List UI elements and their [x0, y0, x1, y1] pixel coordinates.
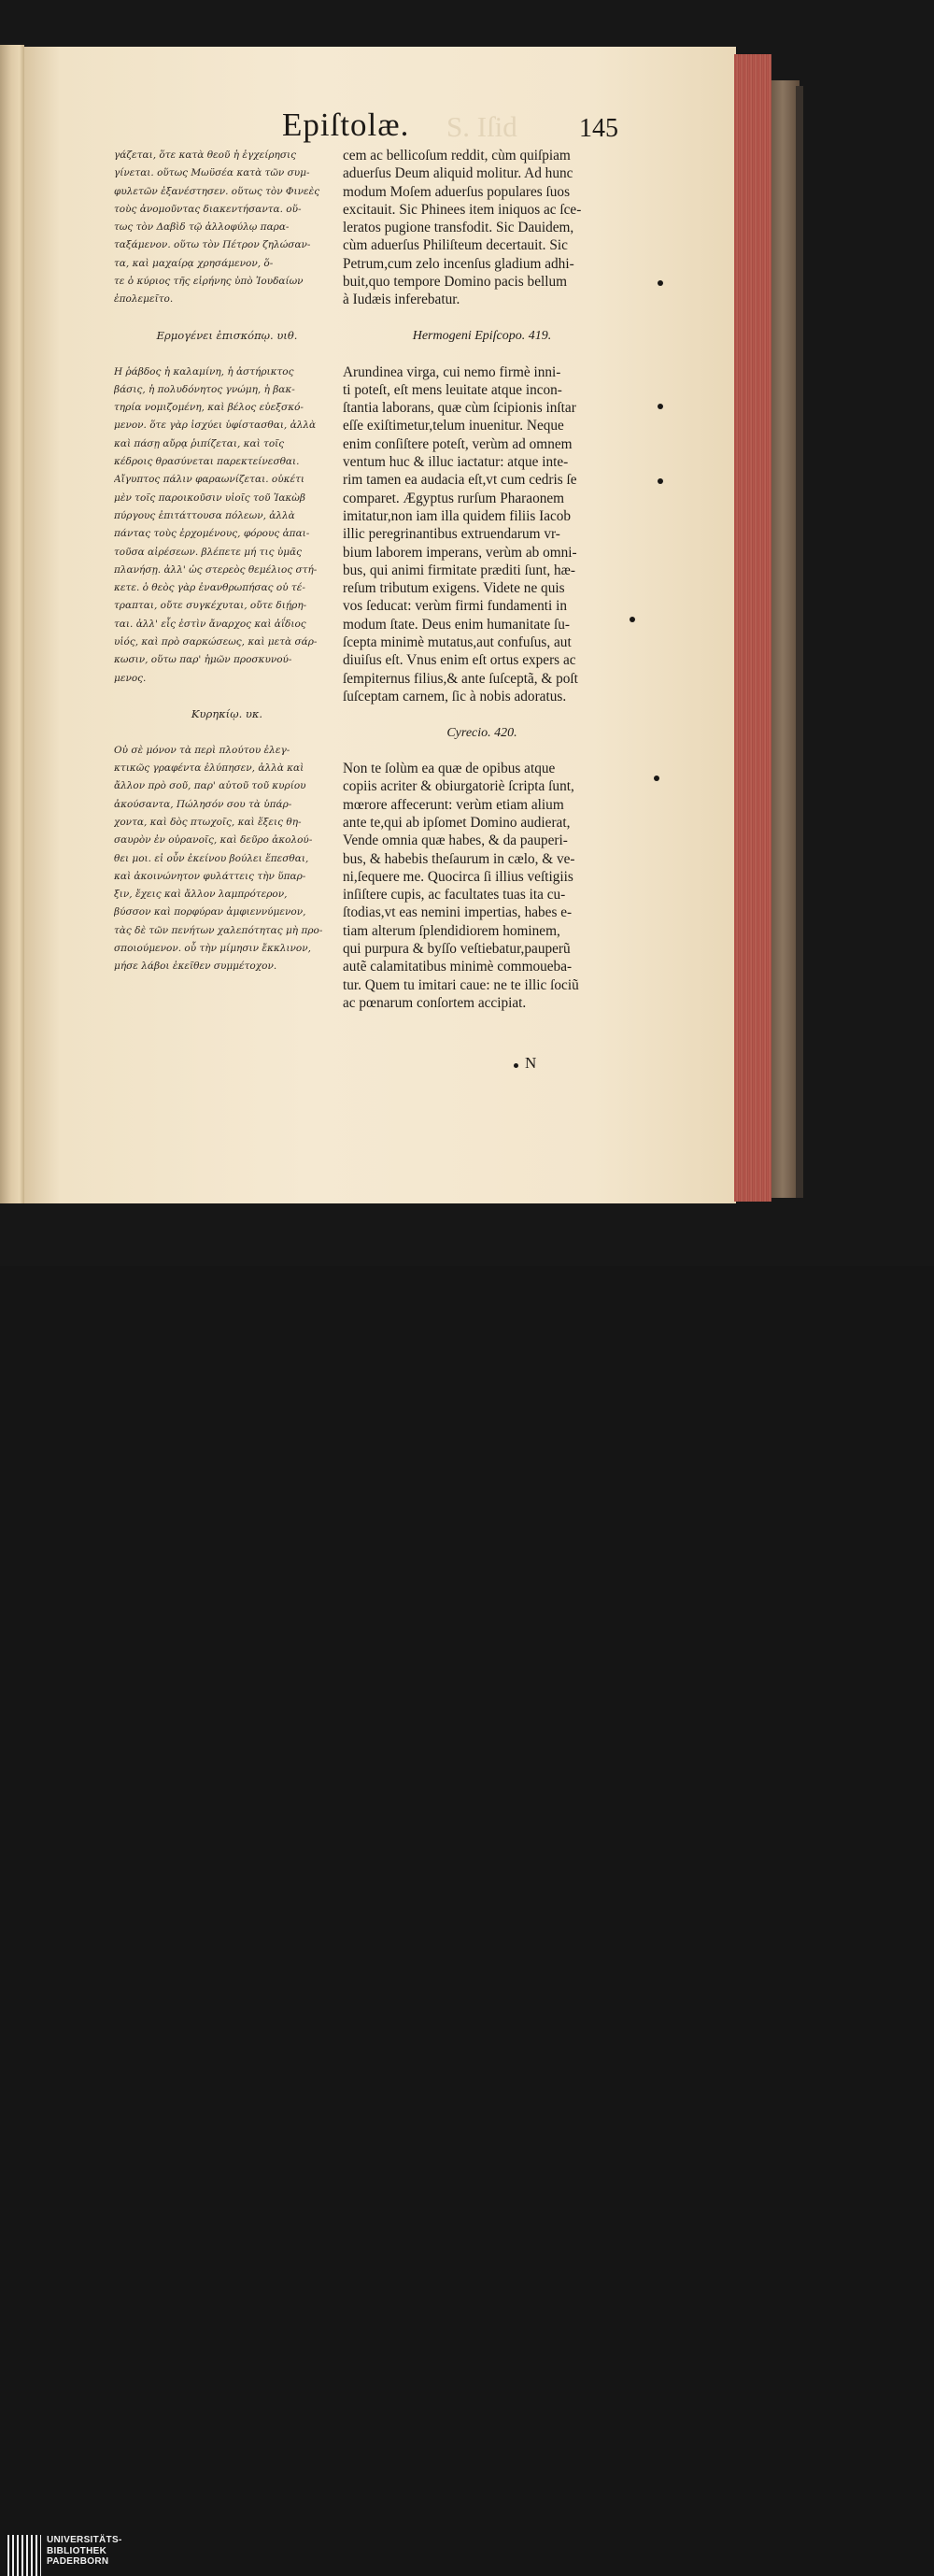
greek-text-line: ται. ἀλλ' εἷς ἐστὶν ἄναρχος καὶ ἀΐδιος	[114, 618, 306, 630]
greek-text-line: ἐπολεμεῖτο.	[114, 293, 174, 306]
greek-text-line: τοὺς ἀνομοῦντας διακεντήσαντα. οὕ-	[114, 203, 302, 215]
latin-block-2	[343, 363, 621, 706]
spacer	[114, 309, 340, 327]
library-logo-text	[47, 2535, 122, 2568]
greek-text-line: τὰς δὲ τῶν πενήτων χαλεπότητας μὴ προ-	[114, 924, 323, 936]
library-logo-icon	[7, 2535, 41, 2576]
wormhole-mark	[630, 617, 635, 622]
latin-text-line: à Iudæis inferebatur.	[343, 292, 460, 308]
latin-text-line: mœrore affecerunt: verùm etiam alium	[343, 796, 564, 813]
latin-text-line: ni,ſequere me. Quocirca ſi illius veſtigiis	[343, 868, 573, 885]
latin-text-line: ti poteſt, eſt mens leuitate atque incon-	[343, 381, 562, 398]
spacer	[114, 724, 340, 742]
greek-text-line: τα, καὶ μαχαίρᾳ χρησάμενον, ὅ-	[114, 257, 274, 269]
latin-text-line: ſtantia laborans, quæ cùm ſcipionis inſtar	[343, 400, 576, 417]
wormhole-mark	[658, 280, 663, 286]
wormhole-mark	[654, 776, 659, 781]
latin-text-line: tur. Quem tu imitari caue: ne te illic ſociũ	[343, 976, 579, 993]
greek-text-line: τως τὸν Δαβὶδ τῷ ἀλλοφύλῳ παρα-	[114, 221, 290, 234]
latin-text-line: rim tamen ea audacia eſt,vt cum cedris ſe	[343, 472, 577, 489]
latin-text-line: cùm aduerſus Philiſteum decertauit. Sic	[343, 237, 568, 254]
latin-text-line: eſſe exiſtimetur,telum inuenitur. Neque	[343, 418, 564, 434]
greek-text-line: ταξάμενον. οὕτω τὸν Πέτρον ζηλώσαν-	[114, 239, 311, 251]
latin-text-line: modum Moſem aduerſus populares ſuos	[343, 183, 571, 200]
greek-text-line: πλανήσῃ. ἀλλ' ὡς στερεὸς θεμέλιος στή-	[114, 563, 318, 576]
latin-text-line: ſuſceptam carnem, ſic à nobis adoratus.	[343, 688, 567, 704]
greek-block-3	[114, 742, 340, 976]
greek-text-line: γίνεται. οὕτως Μωϋσέα κατὰ τῶν συμ-	[114, 167, 310, 179]
latin-text-line: ante te,qui ab ipſomet Domino audierat,	[343, 814, 571, 831]
greek-text-line: πύργους ἐπιτάττουσα πόλεων, ἀλλὰ	[114, 509, 295, 521]
latin-text-line: inſiſtere cupis, ac facultates tuas ita cu-	[343, 887, 566, 904]
greek-block-1	[114, 147, 340, 309]
latin-block-1	[343, 147, 621, 309]
greek-text-line: γάζεται, ὅτε κατὰ θεοῦ ἡ ἐγχείρησις	[114, 149, 296, 161]
latin-column	[343, 147, 621, 1012]
page-number: 145	[579, 114, 618, 143]
greek-text-line: πάντας τοὺς ἐρχομένους, φόρους ἀπαι-	[114, 528, 310, 540]
latin-text-line: Petrum,cum zelo incenſus gladium adhi-	[343, 255, 574, 272]
greek-column	[114, 147, 340, 976]
latin-text-line: excitauit. Sic Phinees item iniquos ac ſce-	[343, 201, 582, 218]
latin-text-line: cem ac bellicoſum reddit, cùm quiſpiam	[343, 148, 571, 164]
latin-text-line: diuiſus eſt. Vnus enim eſt ortus expers ac	[343, 652, 576, 669]
greek-text-line: καὶ ἀκοινώνητον φυλάττεις τὴν ὕπαρ-	[114, 870, 306, 882]
cover-board	[796, 86, 803, 1198]
latin-text-line: tiam alterum ſplendidiorem hominem,	[343, 922, 560, 939]
latin-text-line: reſum tributum exigens. Videte ne quis	[343, 580, 565, 597]
greek-text-line: Αἴγυπτος πάλιν φαραωνίζεται. οὐκέτι	[114, 474, 305, 486]
spacer	[343, 742, 621, 760]
greek-text-line: μενον. ὅτε γὰρ ἰσχύει ὑφίστασθαι, ἀλλὰ	[114, 420, 317, 432]
latin-text-line: copiis acriter & obiurgatoriè ſcripta ſunt,	[343, 778, 574, 795]
greek-text-line: μενος.	[114, 672, 147, 684]
latin-text-line: aduerſus Deum aliquid molitur. Ad hunc	[343, 165, 573, 182]
latin-text-line: qui purpura & byſſo veſtiebatur,pauperũ	[343, 941, 571, 958]
spacer	[343, 309, 621, 327]
running-head	[24, 107, 736, 144]
latin-text-line: imitatur,non iam illa quidem filiis Iacob	[343, 507, 572, 524]
latin-heading-cyrecio: Cyrecio. 420.	[446, 725, 517, 740]
latin-text-line: ſcepta minimè mutatus,aut confuſus, aut	[343, 634, 572, 651]
page-title: Epiſtolæ.	[282, 107, 410, 143]
greek-block-2	[114, 363, 340, 688]
latin-text-line: leratos pugione transfodit. Sic Dauidem,	[343, 220, 574, 236]
left-page-edge	[0, 45, 24, 1203]
greek-heading-hermogenes: Ερμογένει ἐπισκόπῳ. υιθ.	[156, 328, 298, 342]
page-viewer	[0, 0, 934, 1266]
footer-bar	[0, 1266, 934, 2567]
printer-dot	[514, 1063, 518, 1068]
latin-text-line: bus, qui animi firmitate præditi ſunt, hæ-	[343, 562, 575, 578]
latin-heading-hermogeni: Hermogeni Epiſcopo. 419.	[412, 328, 552, 343]
greek-text-line: σποιούμενον. οὗ τὴν μίμησιν ἔκκλινον,	[114, 943, 311, 955]
greek-text-line: ἀκούσαντα, Πώλησόν σου τὰ ὑπάρ-	[114, 798, 292, 810]
logo-line: PADERBORN	[47, 2556, 109, 2567]
greek-text-line: καὶ πάσῃ αὔρᾳ ῥιπίζεται, καὶ τοῖς	[114, 437, 285, 449]
latin-text-line: ſtodias,vt eas nemini impertias, habes e-	[343, 904, 573, 921]
latin-text-line: illic peregrinantibus extruendarum vr-	[343, 526, 560, 543]
logo-line: BIBLIOTHEK	[47, 2545, 107, 2556]
latin-text-line: Arundinea virga, cui nemo firmè inni-	[343, 363, 561, 380]
latin-text-line: ventum huc & illuc iactatur: atque inte-	[343, 454, 569, 471]
greek-text-line: κετε. ὁ θεὸς γὰρ ἐνανθρωπήσας οὐ τέ-	[114, 582, 305, 594]
greek-text-line: θει μοι. εἰ οὖν ἐκείνου βούλει ἕπεσθαι,	[114, 852, 309, 864]
latin-text-line: bus, & habebis theſaurum in cælo, & ve-	[343, 850, 575, 867]
greek-text-line: μήσε λάβοι ἐκεῖθεν συμμέτοχον.	[114, 961, 277, 973]
spacer	[343, 345, 621, 363]
latin-text-line: autẽ calamitatibus minimè commoueba-	[343, 959, 573, 975]
wormhole-mark	[658, 404, 663, 409]
spacer	[114, 345, 340, 363]
latin-text-line: vos ſeducat: verùm firmi fundamenti in	[343, 598, 568, 615]
greek-text-line: τοῦσα αἱρέσεων. βλέπετε μή τις ὑμᾶς	[114, 546, 302, 558]
latin-text-line: ac pœnarum conſortem accipiat.	[343, 994, 527, 1011]
latin-text-line: enim conſiſtere poteſt, verùm ad omnem	[343, 435, 573, 452]
greek-text-line: τραπται, οὔτε συγκέχυται, οὔτε διῄρη-	[114, 600, 307, 612]
spacer	[343, 705, 621, 723]
greek-text-line: βύσσον καὶ πορφύραν ἀμφιεννύμενον,	[114, 906, 306, 918]
latin-text-line: Vende omnia quæ habes, & da pauperi-	[343, 833, 568, 849]
latin-text-line: comparet. Ægyptus rurſum Pharaonem	[343, 490, 565, 506]
greek-text-line: τε ὁ κύριος τῆς εἰρήνης ὑπὸ Ἰουδαίων	[114, 276, 304, 288]
greek-text-line: κτικῶς γραφέντα ἐλύπησεν, ἀλλὰ καὶ	[114, 762, 304, 775]
greek-text-line: μὲν τοῖς παροικοῦσιν υἱοῖς τοῦ Ἰακὼβ	[114, 491, 305, 504]
greek-text-line: κέδροις θρασύνεται παρεκτείνεσθαι.	[114, 456, 300, 468]
greek-text-line: χοντα, καὶ δὸς πτωχοῖς, καὶ ἕξεις θη-	[114, 816, 302, 828]
latin-text-line: buit,quo tempore Domino pacis bellum	[343, 274, 568, 291]
greek-text-line: σαυρὸν ἐν οὐρανοῖς, καὶ δεῦρο ἀκολού-	[114, 834, 313, 847]
logo-line: UNIVERSITÄTS-	[47, 2535, 122, 2545]
greek-text-line: Η ῥάβδος ἡ καλαμίνη, ἡ ἀστήρικτος	[114, 365, 294, 377]
fore-edge	[734, 54, 771, 1202]
greek-text-line: ξιν, ἔχεις καὶ ἄλλον λαμπρότερον,	[114, 889, 288, 901]
latin-text-line: Non te ſolùm ea quæ de opibus atque	[343, 761, 556, 777]
greek-text-line: ἄλλον πρὸ σοῦ, παρ' αὐτοῦ τοῦ κυρίου	[114, 780, 306, 792]
greek-text-line: υἱός, καὶ πρὸ σαρκώσεως, καὶ μετὰ σάρ-	[114, 636, 318, 648]
greek-text-line: Οὐ σὲ μόνον τὰ περὶ πλούτου ἐλεγ-	[114, 744, 290, 756]
latin-text-line: ſempiternus filius,& ante ſuſceptã, & poſt	[343, 670, 578, 687]
signature-mark: N	[525, 1054, 537, 1072]
greek-text-line: κωσιν, οὕτω παρ' ἡμῶν προσκυνού-	[114, 654, 292, 666]
latin-text-line: modum ſtate. Deus enim humanitate ſu-	[343, 616, 570, 633]
greek-text-line: τηρία νομιζομένη, καὶ βέλος εὐεξσκό-	[114, 402, 304, 414]
greek-text-line: βάσις, ἡ πολυδόνητος γνώμη, ἡ βακ-	[114, 383, 295, 395]
greek-heading-cyrecius: Κυρηκίῳ. υκ.	[191, 707, 263, 721]
spacer	[114, 688, 340, 705]
greek-text-line: φυλετῶν ἐξανέστησεν. οὕτως τὸν Φινεὲς	[114, 185, 320, 197]
latin-block-3	[343, 760, 621, 1012]
wormhole-mark	[658, 478, 663, 484]
book-page	[24, 47, 736, 1203]
latin-text-line: bium laborem imperans, verùm ab omni-	[343, 544, 577, 561]
bleed-through-text: S. Iſid	[446, 110, 517, 143]
